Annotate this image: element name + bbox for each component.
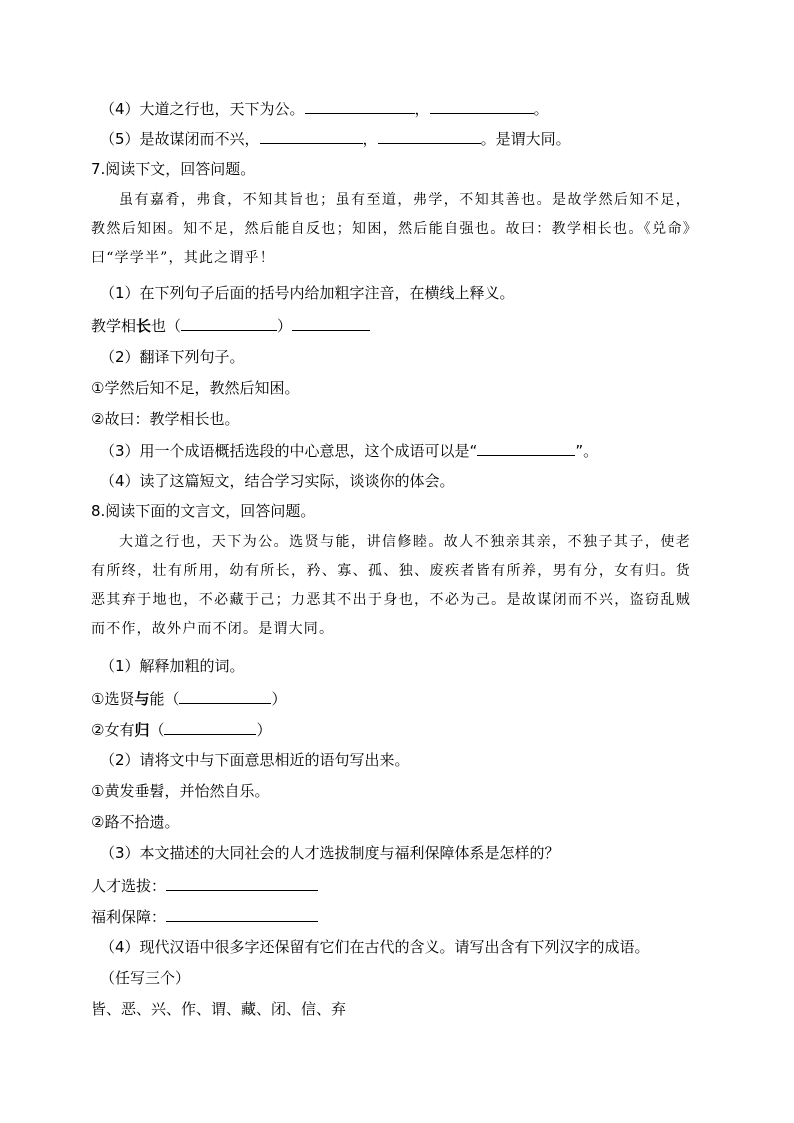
bold-char: 与 xyxy=(134,690,150,708)
q6-item5: （5）是故谋闭而不兴， ， 。是谓大同。 xyxy=(100,130,571,148)
q8-sub4-note: （任写三个） xyxy=(100,969,191,987)
q7-sub2-a: ①学然后知不足，教然后知困。 xyxy=(91,379,300,397)
bold-char: 长 xyxy=(136,317,152,335)
q8-sub2: （2）请将文中与下面意思相近的语句写出来。 xyxy=(100,751,410,769)
answer-blank[interactable] xyxy=(179,688,271,704)
q7-sub3: （3）用一个成语概括选段的中心意思，这个成语可以是“ ”。 xyxy=(100,442,599,460)
q7-sub1: （1）在下列句子后面的括号内给加粗字注音，在横线上释义。 xyxy=(100,284,515,302)
answer-blank[interactable] xyxy=(430,98,534,114)
q7-sub2-b: ②故曰：教学相长也。 xyxy=(91,410,240,428)
q8-sub1-b: ②女有归（ ） xyxy=(91,721,272,739)
answer-blank[interactable] xyxy=(305,98,415,114)
bold-char: 归 xyxy=(134,721,150,739)
answer-blank[interactable] xyxy=(164,719,256,735)
q8-sub3-a: 人才选拔： xyxy=(91,875,318,896)
answer-blank[interactable] xyxy=(166,906,318,922)
idiom-blank[interactable] xyxy=(477,440,575,456)
q8-sub2-b: ②路不拾遗。 xyxy=(91,813,180,831)
meaning-blank[interactable] xyxy=(292,315,370,331)
answer-blank[interactable] xyxy=(260,128,363,144)
q8-sub2-a: ①黄发垂髫，并怡然自乐。 xyxy=(91,782,270,800)
answer-blank[interactable] xyxy=(378,128,481,144)
q7-title: 7.阅读下文，回答问题。 xyxy=(91,160,256,178)
q7-sub4: （4）读了这篇短文，结合学习实际，谈谈你的体会。 xyxy=(100,472,455,490)
q8-title: 8.阅读下面的文言文，回答问题。 xyxy=(91,502,316,520)
q7-sub1-item: 教学相长也（ ） xyxy=(91,315,370,336)
answer-blank[interactable] xyxy=(166,875,318,891)
q8-sub4: （4）现代汉语中很多字还保留有它们在古代的含义。请写出含有下列汉字的成语。 xyxy=(100,938,650,956)
q7-sub2: （2）翻译下列句子。 xyxy=(100,348,245,366)
q8-sub3: （3）本文描述的大同社会的人才选拔制度与福利保障体系是怎样的？ xyxy=(100,844,560,862)
q8-sub1-a: ①选贤与能（ ） xyxy=(91,690,287,708)
pinyin-blank[interactable] xyxy=(181,315,277,331)
q8-sub3-b: 福利保障： xyxy=(91,906,318,927)
q8-chars: 皆、恶、兴、作、谓、藏、闭、信、弃 xyxy=(91,1000,347,1018)
q6-item4: （4）大道之行也，天下为公。 ， 。 xyxy=(100,100,549,118)
q8-passage: 大道之行也，天下为公。选贤与能，讲信修睦。故人不独亲其亲，不独子其子，使老有所终，壮有所用，幼有所长，矜、寡、孤、独、废疾者皆有所养，男有分，女有归。货恶其弃于地也，不必藏于己；力恶其不出于身也，不必为己。是故谋闭而不兴，盗窃乱贼而不作，故外户而不闭。是谓大同。 xyxy=(91,534,691,637)
q8-sub1: （1）解释加粗的词。 xyxy=(100,657,245,675)
q7-passage: 虽有嘉肴，弗食，不知其旨也；虽有至道，弗学，不知其善也。是故学然后知不足，教然后知困。知不足，然后能自反也；知困，然后能自强也。故曰：教学相长也。《兑命》曰“学学半”，其此之谓乎！ xyxy=(91,192,691,266)
